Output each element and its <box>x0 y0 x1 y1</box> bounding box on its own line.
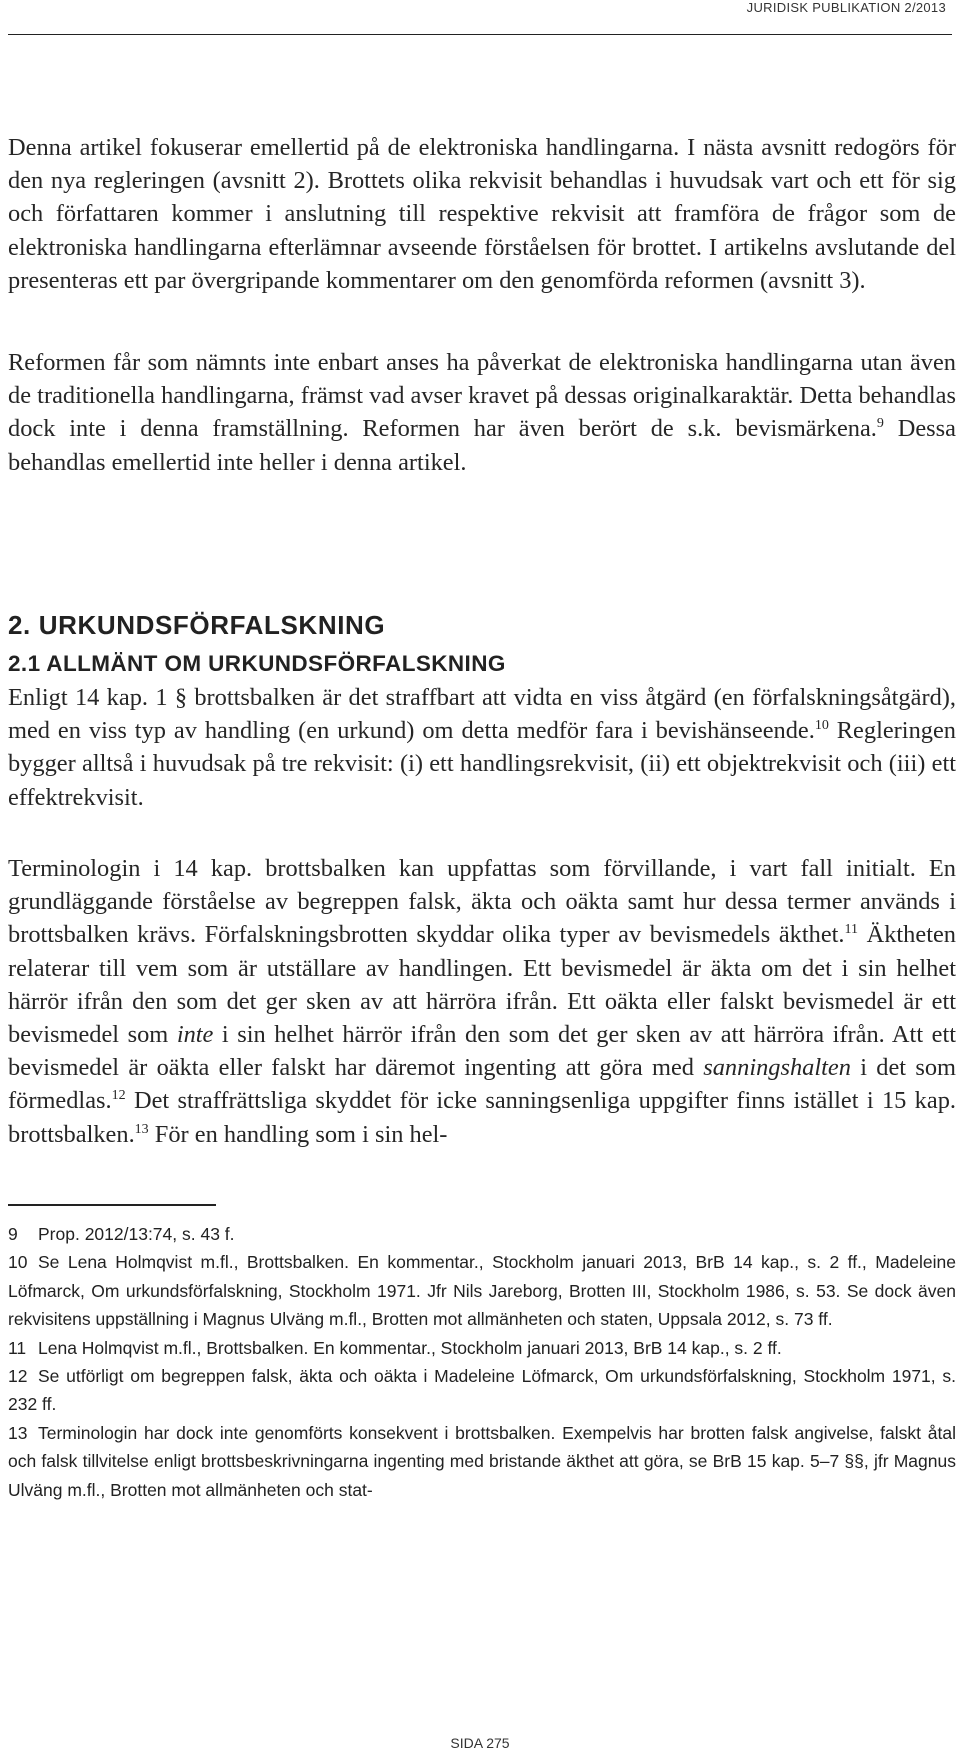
footnote <box>8 1334 956 1362</box>
paragraph-text: Terminologin i 14 kap. brottsbalken kan uppfattas som förvillande, i vart fall initialt. En grundläggande förståelse av begreppen falsk, äkta och oäkta samt hur dessa termer används i brottsbalken krävs. Förfalskningsbrotten skyddar olika typer av bevismedels äkthet. <box>8 855 956 949</box>
footnote-number: 10 <box>8 1252 28 1273</box>
subsection-heading: 2.1 ALLMÄNT OM URKUNDSFÖRFALSKNING <box>8 651 506 676</box>
paragraph-reform <box>8 346 956 479</box>
footnote-text: Prop. 2012/13:74, s. 43 f. <box>38 1224 235 1244</box>
footnote-ref: 11 <box>844 922 859 938</box>
paragraph-text: Reformen får som nämnts inte enbart anses ha påverkat de elektroniska handlingarna utan även de traditionella handlingarna, främst vad avser kravet på dessas originalkaraktär. Detta behandlas dock inte i denna framställning. Reformen har även berört de s.k. bevismärkena. <box>8 349 956 443</box>
footnote-ref: 9 <box>876 416 884 432</box>
footnote-text: Lena Holmqvist m.fl., Brottsbalken. En kommentar., Stockholm januari 2013, BrB 14 kap., s. 2 ff. <box>38 1337 782 1358</box>
footnote-divider <box>8 1204 216 1206</box>
footnote <box>8 1248 956 1333</box>
paragraph-text: Dessa behandlas emellertid inte heller i denna artikel. <box>8 415 956 476</box>
footnote-text: Terminologin har dock inte genomförts konsekvent i brottsbalken. Exempelvis har brotten falsk angivelse, falskt åtal och falsk tillvitelse enligt brottsbeskrivningarna ingenting med bristande äkthet att göra, se BrB 15 kap. 5–7 §§, jfr Magnus Ulväng m.fl., Brotten mot allmänheten och stat- <box>8 1422 956 1500</box>
footnote-text: Se Lena Holmqvist m.fl., Brottsbalken. En kommentar., Stockholm januari 2013, BrB 14 kap., s. 2 ff., Madeleine Löfmarck, Om urkundsförfalskning, Stockholm 1971. Jfr Nils Jareborg, Brotten III, Stockholm 1986, s. 53. Se dock även rekvisitens uppställning i Magnus Ulväng m.fl., Brotten mot allmänheten och staten, Uppsala 2012, s. 73 ff. <box>8 1252 956 1330</box>
footnote-number: 9 <box>8 1224 18 1244</box>
footnotes-section <box>8 1220 956 1504</box>
running-header: JURIDISK PUBLIKATION 2/2013 <box>746 0 946 15</box>
footnote-ref: 12 <box>111 1088 126 1104</box>
paragraph-intro: Denna artikel fokuserar emellertid på de elektroniska handlingarna. I nästa avsnitt redogörs för den nya regleringen (avsnitt 2). Brottets olika rekvisit behandlas i huvudsak vart och ett för sig och författaren kommer i anslutning till respektive rekvisit att framföra de frågor som de elektroniska handlingarna efterlämnar avseende förståelsen för brottet. I artikelns avslutande del presenteras ett par övergripande kommentarer om den genomförda reformen (avsnitt 3). <box>8 134 956 294</box>
paragraph-text: Enligt 14 kap. 1 § brottsbalken är det straffbart att vidta en viss åtgärd (en förfalskningsåtgärd), med en viss typ av handling (en urkund) om detta medför fara i bevishänseende. <box>8 684 956 745</box>
footnote-number: 11 <box>8 1337 27 1358</box>
paragraph-text: Äktheten relaterar till vem som är utställare av handlingen. Ett bevismedel är äkta om det i sin helhet härrör ifrån den som det ger sken av att härröra ifrån. Ett oäkta eller falskt bevismedel är ett bevismedel som <box>8 921 956 1049</box>
footnote-ref: 13 <box>134 1121 149 1137</box>
footnote <box>8 1419 956 1504</box>
footnote-number: 13 <box>8 1422 28 1443</box>
paragraph-text: i sin helhet härrör ifrån den som det ger sken av att härröra ifrån. Att ett bevismedel är oäkta eller falskt har däremot ingenting att göra med <box>8 1021 957 1082</box>
footnote <box>8 1220 956 1248</box>
paragraph-legal-basis <box>8 681 956 814</box>
footnote-number: 12 <box>8 1366 28 1387</box>
section-heading: 2. URKUNDSFÖRFALSKNING <box>8 610 386 640</box>
paragraph-text: För en handling som i sin hel- <box>148 1120 448 1148</box>
paragraph-terminology <box>8 852 956 1151</box>
page-number: SIDA 275 <box>450 1735 510 1751</box>
emphasis-text: inte <box>176 1021 214 1049</box>
footnote <box>8 1362 956 1419</box>
footnote-text: Se utförligt om begreppen falsk, äkta och oäkta i Madeleine Löfmarck, Om urkundsförfalskning, Stockholm 1971, s. 232 ff. <box>8 1366 956 1415</box>
paragraph-text: Det straffrättsliga skyddet för icke sanningsenliga uppgifter finns istället i 15 kap. brottsbalken. <box>8 1087 956 1148</box>
paragraph-text: Regleringen bygger alltså i huvudsak på tre rekvisit: (i) ett handlingsrekvisit, (ii) ett objektrekvisit och (iii) ett effektrekvisit. <box>8 717 956 811</box>
emphasis-text: sanningshalten <box>703 1054 851 1082</box>
footnote-ref: 10 <box>814 718 829 734</box>
header-divider <box>8 34 952 35</box>
paragraph-text: i det som förmedlas. <box>8 1054 956 1115</box>
